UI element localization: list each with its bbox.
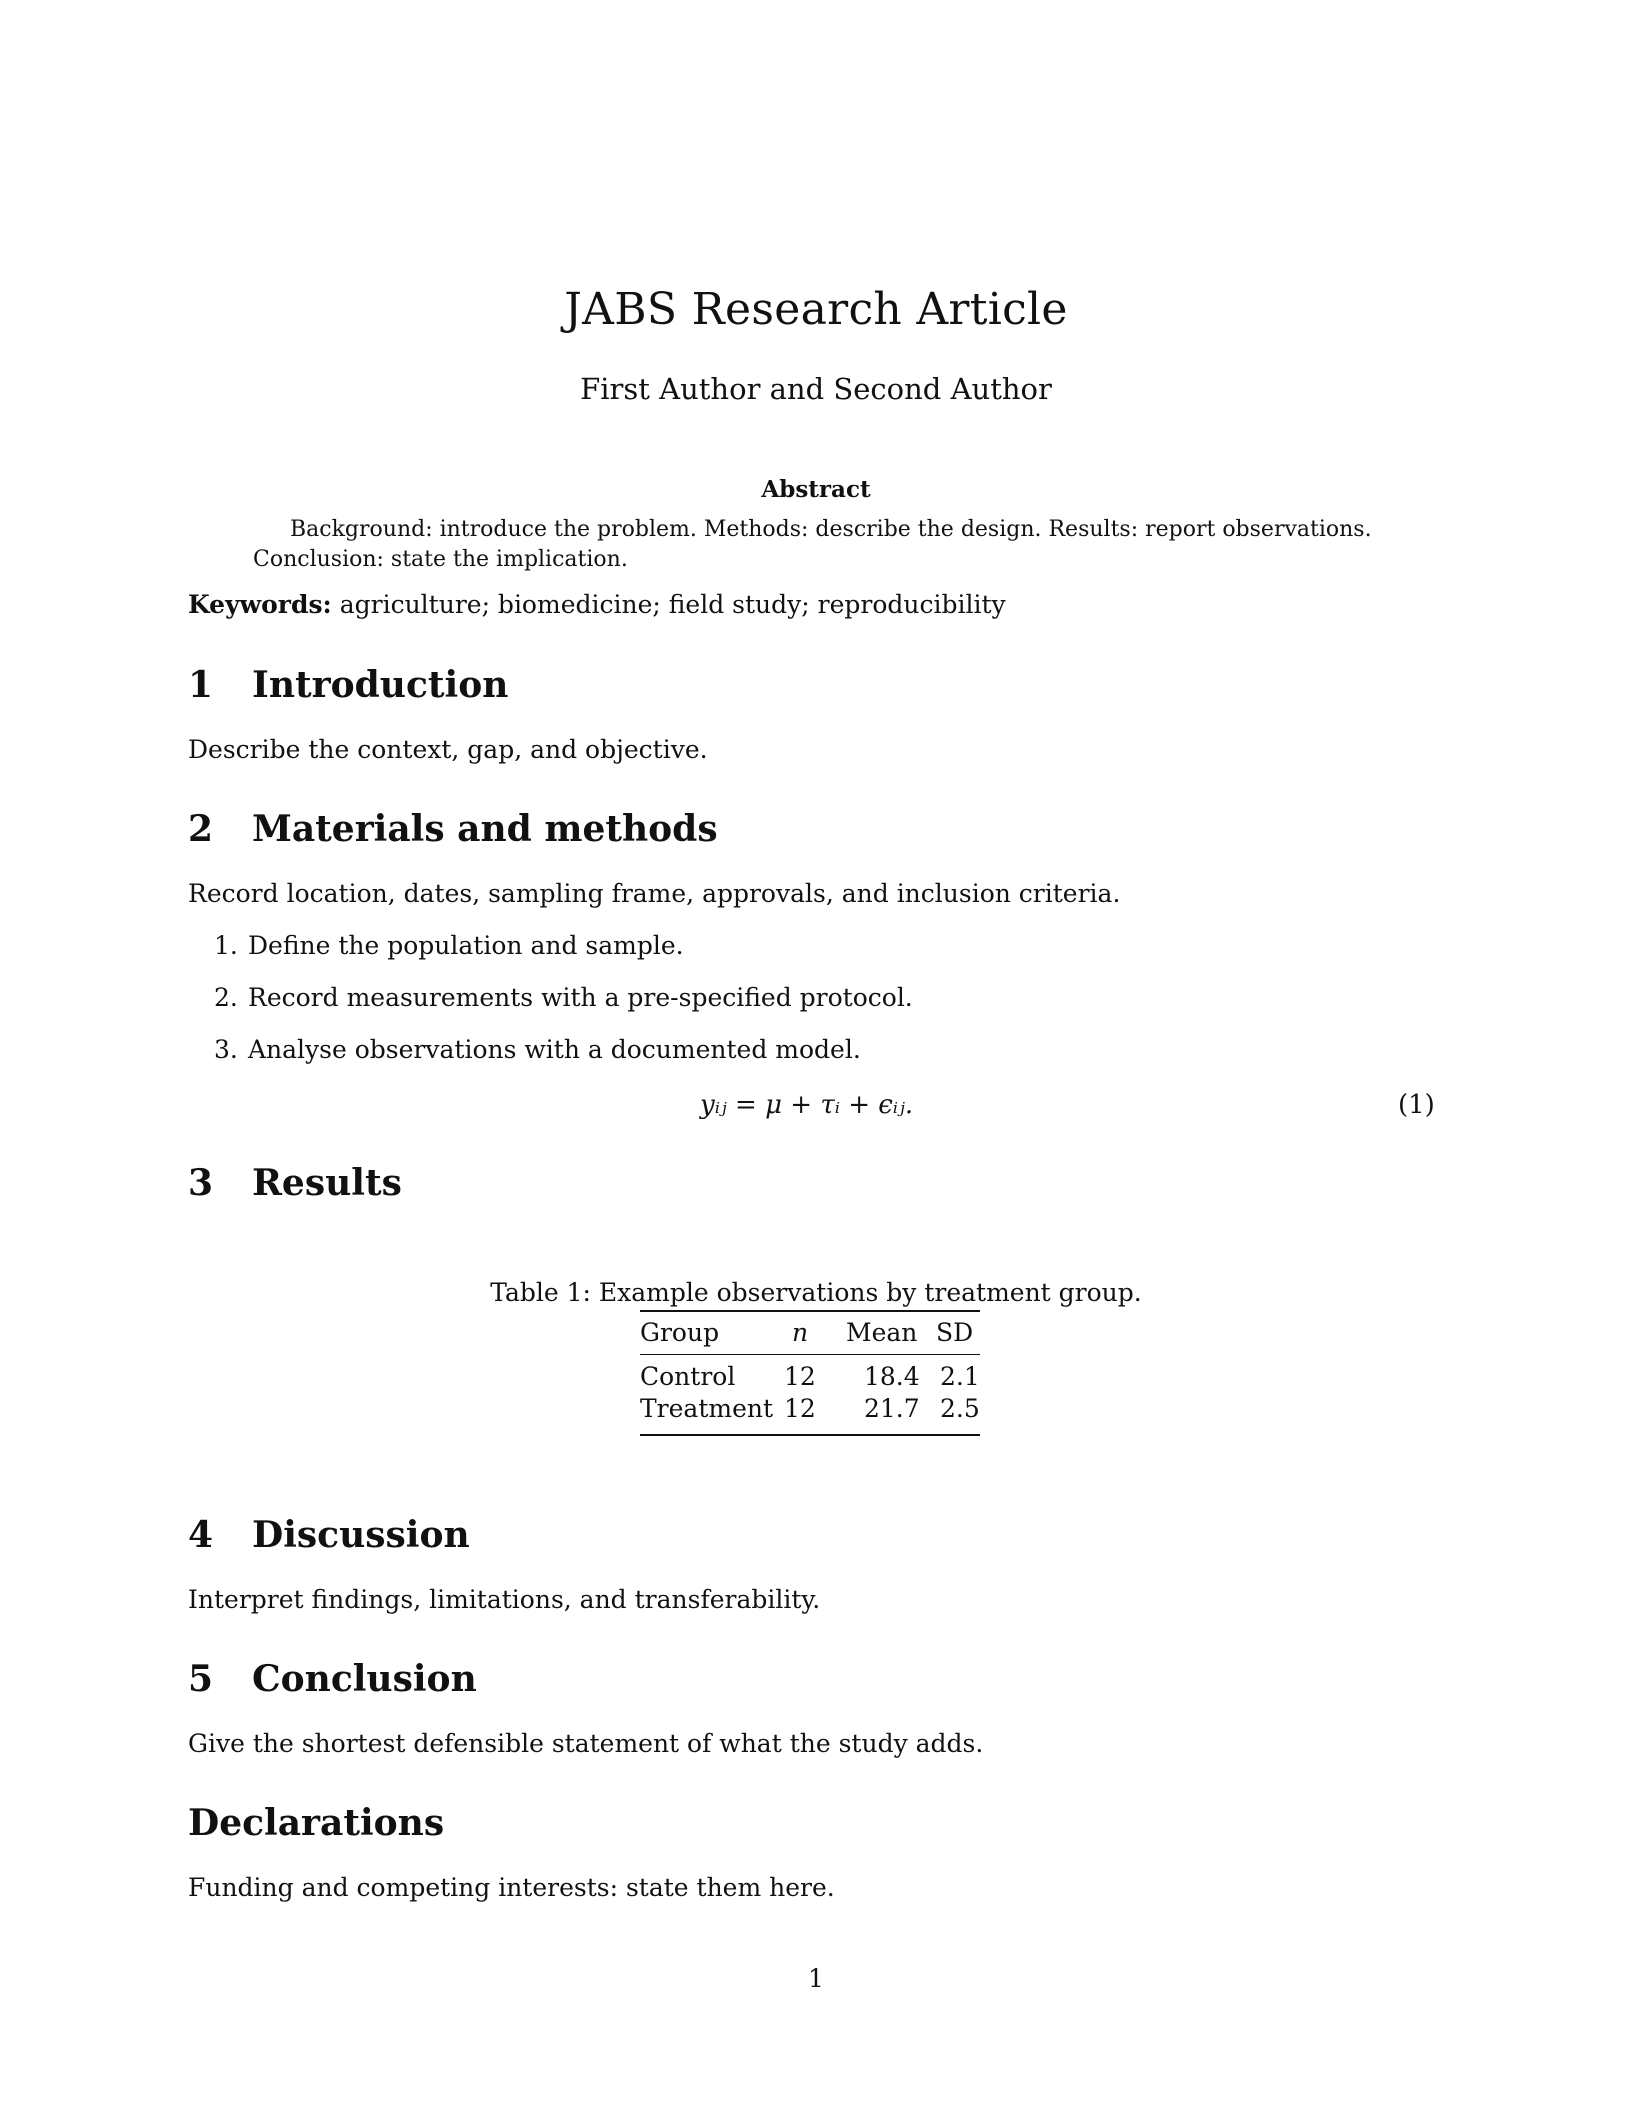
table-cell: Treatment <box>640 1394 774 1423</box>
table-cell: Control <box>640 1362 736 1391</box>
page-number: 1 <box>808 1964 824 1993</box>
conclusion-body: Give the shortest defensible statement of what the study adds. <box>188 1729 984 1758</box>
section-title: Discussion <box>252 1514 470 1556</box>
abstract-heading: Abstract <box>761 476 871 503</box>
table-header-mean: Mean <box>846 1318 918 1347</box>
paper-title: JABS Research Article <box>564 284 1068 335</box>
table-cell: 2.5 <box>940 1394 980 1423</box>
section-title: Introduction <box>252 664 509 706</box>
table-rule-top <box>640 1310 980 1312</box>
table-header-sd: SD <box>936 1318 974 1347</box>
table-rule-bottom <box>640 1434 980 1436</box>
table-header-n: n <box>792 1318 809 1347</box>
section-number: 1 <box>188 664 214 706</box>
keywords-text: agriculture; biomedicine; field study; reproducibility <box>339 590 1006 619</box>
paper-page: JABS Research Article First Author and Second Author Abstract Background: introduce the problem. Methods: describe the design. Results: report observations. Conclusion: state the implication. Keywords: agriculture; biomedicine; field study; reproducibility 1 Introduction Describe the context, gap, and objective. 2 Materials and methods Record location, dates, sampling frame, approvals, and inclusion criteria. 1. Define the population and sample. 2. Record measurements with a pre-specified protocol. 3. Analyse observations with a documented model. yᵢⱼ = μ + τᵢ + ϵᵢⱼ. (1) 3 Results Table 1: Example observations by treatment group. Group n Mean SD Control 12 18.4 2.1 Treatment 12 21.7 2.5 4 Discussion Interpret findings, limitations, and transferability. 5 Conclusion Give the shortest defensible statement of what the study adds. Declarations Funding and competing interests: state them here. 1 <box>0 0 1632 2112</box>
section-number: 4 <box>188 1514 214 1556</box>
section-number: 5 <box>188 1658 214 1700</box>
section-title: Materials and methods <box>252 808 718 850</box>
declarations-body: Funding and competing interests: state them here. <box>188 1873 835 1902</box>
table-cell: 12 <box>784 1362 816 1391</box>
section-number: 3 <box>188 1162 214 1204</box>
methods-body: Record location, dates, sampling frame, approvals, and inclusion criteria. <box>188 879 1121 908</box>
section-title: Results <box>252 1162 402 1204</box>
table-header-group: Group <box>640 1318 720 1347</box>
abstract-text-line-1: Background: introduce the problem. Methods: describe the design. Results: report observations. <box>290 517 1372 542</box>
table-cell: 21.7 <box>864 1394 920 1423</box>
table-caption: Table 1: Example observations by treatment group. <box>490 1278 1142 1307</box>
table-cell: 18.4 <box>864 1362 920 1391</box>
abstract-text-line-2: Conclusion: state the implication. <box>253 547 628 572</box>
discussion-body: Interpret findings, limitations, and transferability. <box>188 1585 821 1614</box>
introduction-body: Describe the context, gap, and objective. <box>188 735 708 764</box>
table-cell: 12 <box>784 1394 816 1423</box>
section-number: 2 <box>188 808 214 850</box>
section-heading-declarations: Declarations <box>188 1802 445 1844</box>
equation: yᵢⱼ = μ + τᵢ + ϵᵢⱼ. <box>700 1090 914 1120</box>
equation-number: (1) <box>1398 1090 1435 1120</box>
paper-authors: First Author and Second Author <box>580 372 1052 406</box>
table-cell: 2.1 <box>940 1362 980 1391</box>
keywords <box>188 590 1006 619</box>
section-title: Conclusion <box>252 1658 477 1700</box>
keywords-label: Keywords: <box>188 590 332 619</box>
table-rule-mid <box>640 1354 980 1355</box>
